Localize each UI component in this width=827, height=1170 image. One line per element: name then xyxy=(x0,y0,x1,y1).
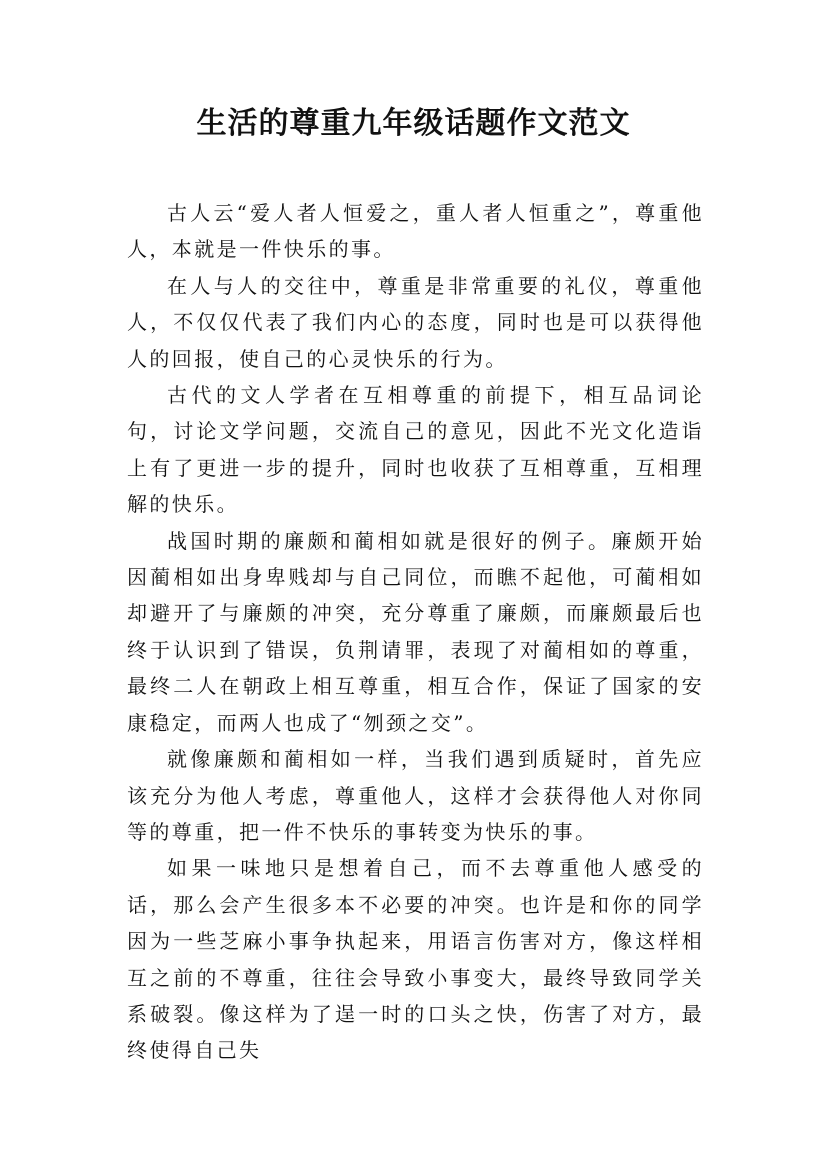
paragraph-4: 战国时期的廉颇和蔺相如就是很好的例子。廉颇开始因蔺相如出身卑贱却与自己同位，而瞧不起他，可蔺相如却避开了与廉颇的冲突，充分尊重了廉颇，而廉颇最后也终于认识到了错误，负荆请罪，表现了对蔺相如的尊重，最终二人在朝政上相互尊重，相互合作，保证了国家的安康稳定，而两人也成了“刎颈之交”。 xyxy=(127,528,704,735)
paragraph-2: 在人与人的交往中，尊重是非常重要的礼仪，尊重他人，不仅仅代表了我们内心的态度，同时也是可以获得他人的回报，使自己的心灵快乐的行为。 xyxy=(127,273,704,371)
paragraph-6: 如果一味地只是想着自己，而不去尊重他人感受的话，那么会产生很多本不必要的冲突。也许是和你的同学因为一些芝麻小事争执起来，用语言伤害对方，像这样相互之前的不尊重，往往会导致小事变大，最终导致同学关系破裂。像这样为了逞一时的口头之快，伤害了对方，最终使得自己失 xyxy=(127,856,704,1063)
document-body xyxy=(127,195,704,1069)
paragraph-3: 古代的文人学者在互相尊重的前提下，相互品词论句，讨论文学问题，交流自己的意见，因此不光文化造诣上有了更进一步的提升，同时也收获了互相尊重，互相理解的快乐。 xyxy=(127,383,704,517)
paragraph-1: 古人云“爱人者人恒爱之，重人者人恒重之”，尊重他人，本就是一件快乐的事。 xyxy=(127,201,704,262)
paragraph-5: 就像廉颇和蔺相如一样，当我们遇到质疑时，首先应该充分为他人考虑，尊重他人，这样才会获得他人对你同等的尊重，把一件不快乐的事转变为快乐的事。 xyxy=(127,747,704,844)
document-title: 生活的尊重九年级话题作文范文 xyxy=(196,106,631,141)
